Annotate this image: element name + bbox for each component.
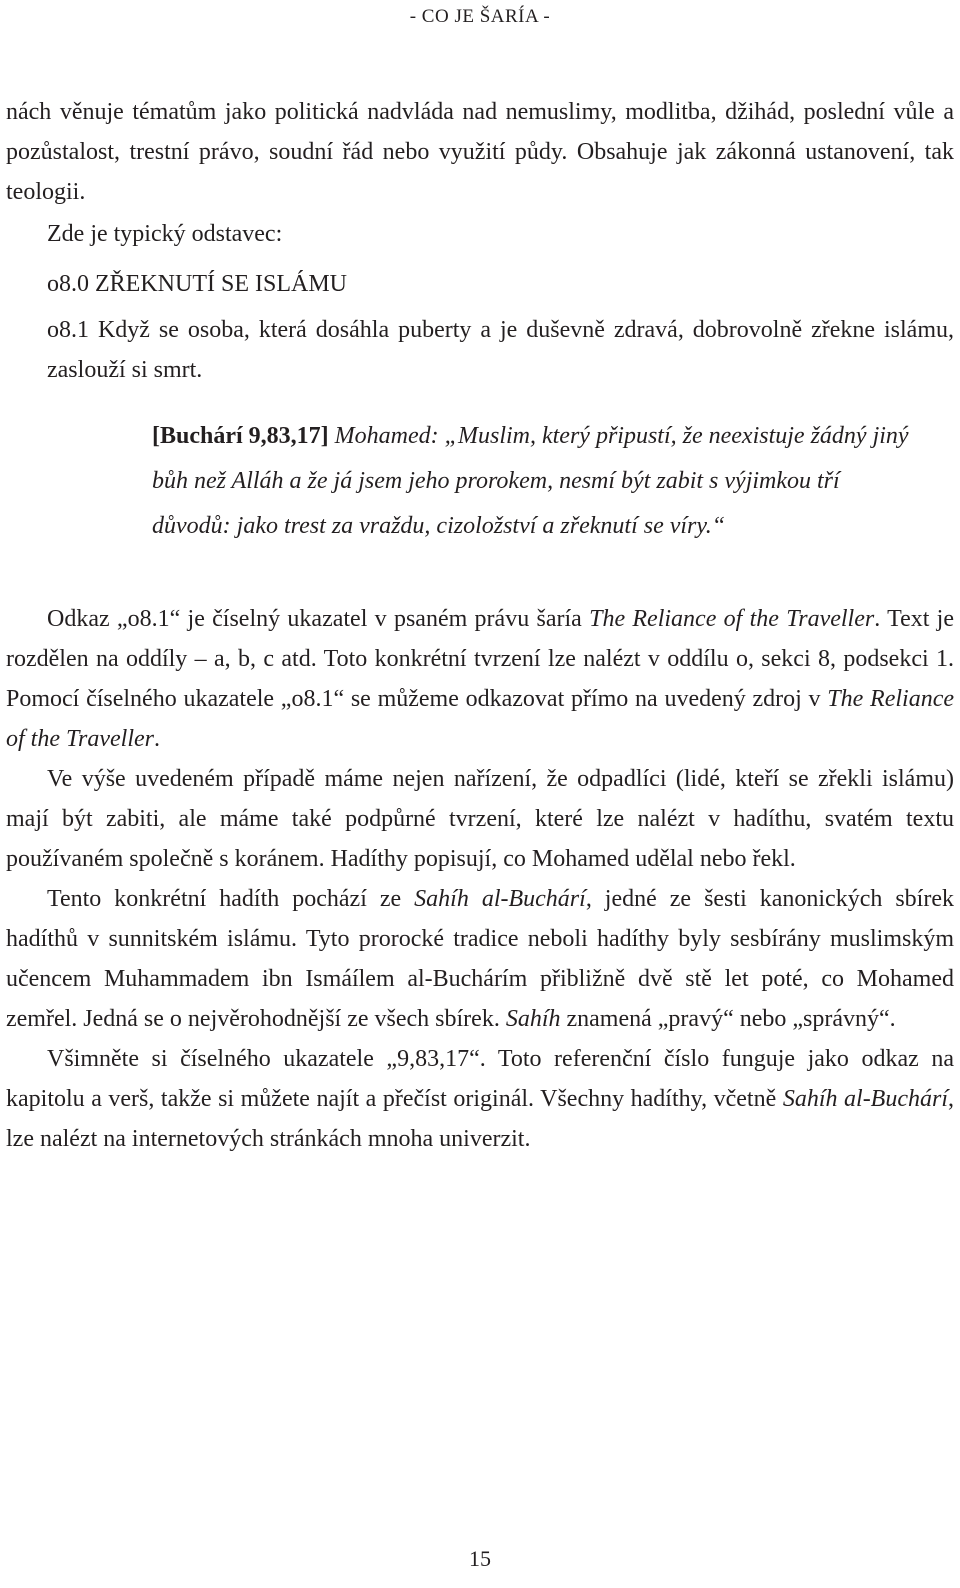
text-run: , lze nalézt na internetových stránkách mnoha univerzit. xyxy=(6,1086,955,1152)
section-heading-o8-0: o8.0 ZŘEKNUTÍ SE ISLÁMU xyxy=(47,271,347,297)
quote-reference: [Buchárí 9,83,17] xyxy=(152,423,329,449)
page-number: 15 xyxy=(469,1546,491,1571)
page-body xyxy=(6,92,954,1159)
collection-title: Sahíh al-Buchárí xyxy=(414,886,586,912)
paragraph-reference-explanation xyxy=(6,599,954,759)
paragraph-numbering xyxy=(6,1039,954,1159)
book-title: The Reliance of the Traveller xyxy=(6,686,954,752)
text-run: . Text je rozdělen na oddíly – a, b, c atd. Toto konkrétní tvrzení lze nalézt v oddílu o, sekci 8, podsekci 1. Pomocí číselného ukazatele „o8.1“ se můžeme odkazovat přímo na uvedený zdroj v xyxy=(6,606,954,712)
text-run: Všimněte si číselného ukazatele „9,83,17“. Toto referenční číslo funguje jako odkaz na kapitolu a verš, takže si můžete najít a přečíst originál. Všechny hadíthy, včetně xyxy=(6,1046,954,1112)
text-run: . xyxy=(153,726,160,752)
text-run: , jedné ze šesti kanonických sbírek hadíthů v sunnitském islámu. Tyto prorocké tradice neboli hadíthy byly sesbírány muslimským učencem Muhammadem ibn Ismáílem al-Buchárím přibližně dvě stě let poté, co Mohamed zemřel. Jedná se o nejvěrohodnější ze všech sbírek. xyxy=(6,886,954,1032)
text-run: Odkaz „o8.1“ je číselný ukazatel v psaném právu šaría xyxy=(47,606,590,632)
paragraph-hadith-source xyxy=(6,879,954,1039)
running-header: - CO JE ŠARÍA - xyxy=(409,6,551,27)
paragraph-intro: nách věnuje tématům jako politická nadvláda nad nemuslimy, modlitba, džihád, poslední vůle a pozůstalost, trestní právo, soudní řád nebo využití půdy. Obsahuje jak zákonná ustanovení, tak teologii. xyxy=(6,99,954,205)
quote-text: Mohamed: „Muslim, který připustí, že neexistuje žádný jiný bůh než Alláh a že já jsem jeho prorokem, nesmí být zabit s výjimkou tří důvodů: jako trest za vraždu, cizoložství a zřeknutí se víry.“ xyxy=(152,423,909,539)
collection-title: Sahíh al-Buchárí xyxy=(782,1086,949,1112)
text-run: znamená „pravý“ nebo „správný“. xyxy=(560,1006,896,1032)
book-title: The Reliance of the Traveller xyxy=(589,606,875,632)
paragraph-apostates: Ve výše uvedeném případě máme nejen nařízení, že odpadlíci (lidé, kteří se zřekli islámu) mají být zabiti, ale máme také podpůrné tvrzení, které lze nalézt v hadíthu, svatém textu používaném společně s koránem. Hadíthy popisují, co Mohamed udělal nebo řekl. xyxy=(6,766,954,872)
hadith-quote xyxy=(152,414,912,549)
text-run: Tento konkrétní hadíth pochází ze xyxy=(47,886,415,912)
paragraph-typical: Zde je typický odstavec: xyxy=(47,221,283,247)
term-sahih: Sahíh xyxy=(505,1006,561,1032)
section-o8-1: o8.1 Když se osoba, která dosáhla puberty a je duševně zdravá, dobrovolně zřekne islámu, zaslouží si smrt. xyxy=(47,317,954,383)
